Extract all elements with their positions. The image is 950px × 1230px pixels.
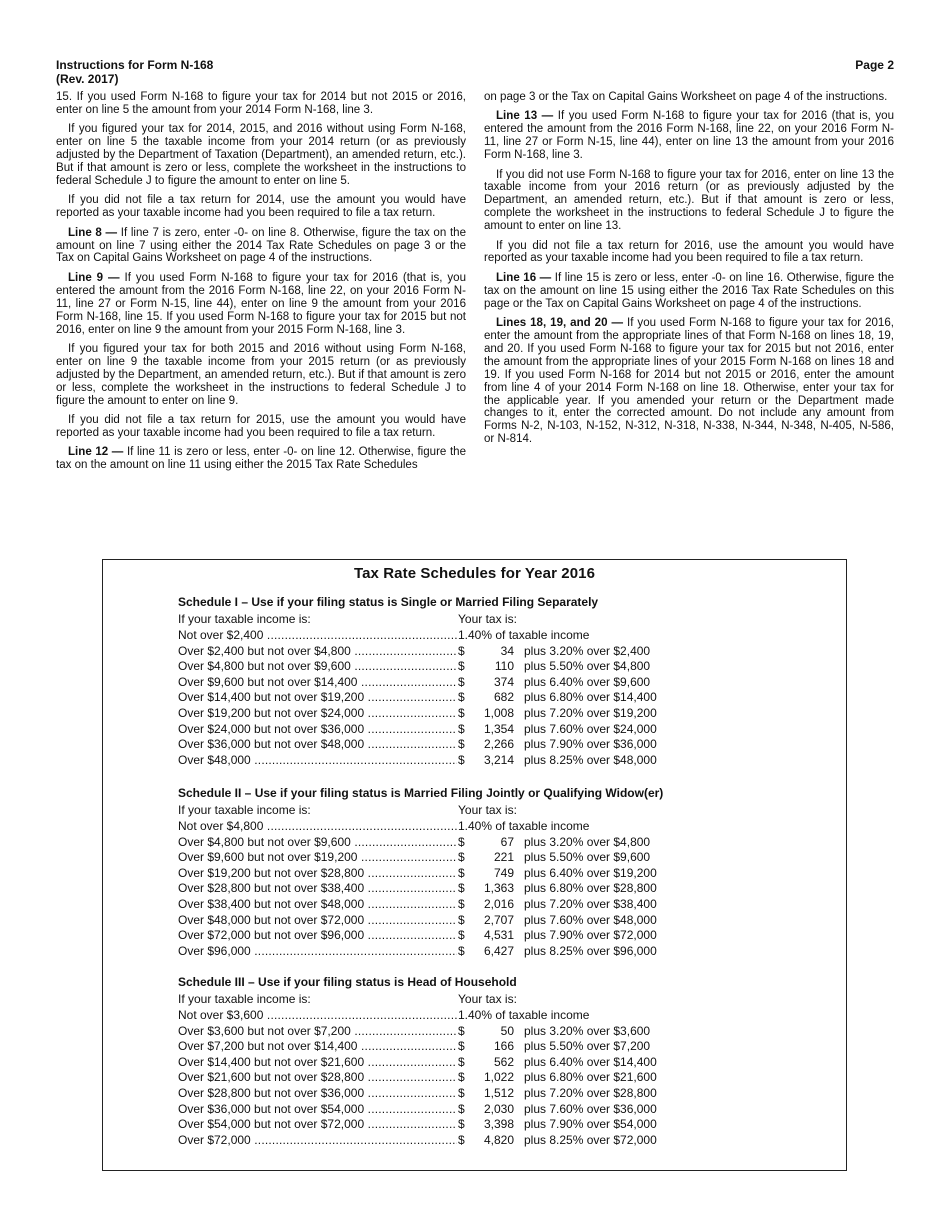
rate-row xyxy=(178,897,738,913)
tax-formula: 1.40% of taxable income xyxy=(458,628,590,642)
base-tax: 749 xyxy=(493,865,514,880)
paragraph-text: If you did not file a tax return for 2014, use the amount you would have reported as your taxable income had you been required to file a tax return. xyxy=(56,194,466,220)
line-heading: Lines 18, 19, and 20 — xyxy=(496,317,624,330)
instruction-paragraph xyxy=(56,272,466,337)
dollar-sign: $ xyxy=(458,912,465,927)
paragraph-text: If you did not file a tax return for 2015, use the amount you would have reported as your taxable income had you been required to file a tax return. xyxy=(56,413,466,439)
rate-row xyxy=(178,913,738,929)
income-range: Over $72,000 but not over $96,000 ..... xyxy=(178,928,457,944)
base-tax: 1,363 xyxy=(483,881,514,896)
tax-formula: plus 7.90% over $72,000 xyxy=(524,928,657,943)
dollar-sign: $ xyxy=(458,1101,465,1116)
rate-row xyxy=(178,706,738,722)
rate-row xyxy=(178,819,738,835)
box-title: Tax Rate Schedules for Year 2016 xyxy=(353,565,596,582)
rate-row xyxy=(178,835,738,851)
paragraph-text: If you used Form N-168 to figure your tax for 2016 (that is, you entered the amount from the 2016 Form N-168, line 22, on your 2016 Form N-11, line 27 or Form N-15, line 44), enter on line 9 the amount from your 2016 Form N-168, line 15. If you used Form N-168 to figure your tax for 2015 but not 2016, enter on line 9 the amount from your 2015 Form N-168, line 3. xyxy=(56,271,467,336)
income-range: Over $14,400 but not over $21,600 ..... xyxy=(178,1055,457,1071)
tax-formula: 1.40% of taxable income xyxy=(458,1008,590,1022)
base-tax: 1,008 xyxy=(483,705,514,720)
tax-formula: plus 3.20% over $4,800 xyxy=(524,834,651,849)
paragraph-text: on page 3 or the Tax on Capital Gains Worksheet on page 4 of the instructions. xyxy=(484,91,888,103)
income-range: Over $72,000 ..... xyxy=(178,1133,457,1149)
column-headers xyxy=(178,802,738,819)
income-range: Over $4,800 but not over $9,600 ..... xyxy=(178,659,457,675)
income-range: Over $9,600 but not over $14,400 ..... xyxy=(178,675,457,691)
dollar-sign: $ xyxy=(458,881,465,896)
base-tax: 1,512 xyxy=(483,1085,514,1100)
dollar-sign: $ xyxy=(458,943,465,958)
dollar-sign: $ xyxy=(458,834,465,849)
rate-row xyxy=(178,850,738,866)
base-tax: 3,214 xyxy=(483,752,514,767)
tax-formula: plus 5.50% over $4,800 xyxy=(524,659,651,674)
schedule-title: Schedule II – Use if your filing status is Married Filing Jointly or Qualifying Widow(er) xyxy=(178,786,664,800)
rate-row xyxy=(178,944,738,960)
paragraph-text: If you figured your tax for 2014, 2015, and 2016 without using Form N-168, enter on line 5 the taxable income from your 2014 return (or as previously adjusted by the Department of Taxation (Department), an amended return, etc.). But if that amount is zero or less, complete the worksheet in the instructions to federal Schedule J to figure the amount to enter on line 5. xyxy=(56,123,466,187)
income-range: Over $4,800 but not over $9,600 ..... xyxy=(178,835,457,851)
tax-formula: plus 3.20% over $3,600 xyxy=(524,1023,651,1038)
instruction-paragraph xyxy=(484,317,894,446)
paragraph-text: If you did not use Form N-168 to figure your tax for 2016, enter on line 13 the taxable income from your 2016 return (or as previously adjusted by the Department, an amended return, etc.). But if that amount is zero or less, complete the worksheet in the instructions to federal Schedule J to figure the amount to enter on line 13. xyxy=(484,168,894,233)
instruction-paragraph xyxy=(56,123,466,188)
tax-formula: plus 6.80% over $21,600 xyxy=(524,1070,657,1085)
rate-row xyxy=(178,737,738,753)
dollar-sign: $ xyxy=(458,1039,465,1054)
instruction-paragraph xyxy=(56,343,466,408)
instruction-paragraph xyxy=(484,240,894,266)
income-range: Not over $3,600 ..... xyxy=(178,1008,457,1024)
tax-formula: plus 7.90% over $36,000 xyxy=(524,737,657,752)
paragraph-text: If line 7 is zero, enter -0- on line 8. Otherwise, figure the tax on the amount on line 7 using either the 2014 Tax Rate Schedules on page 3 or the Tax on Capital Gains Worksheet on page 4 of the instructions. xyxy=(56,226,466,265)
instruction-paragraph xyxy=(56,446,466,472)
income-range: Over $54,000 but not over $72,000 ..... xyxy=(178,1117,457,1133)
tax-formula: plus 8.25% over $72,000 xyxy=(524,1132,657,1147)
base-tax: 2,266 xyxy=(483,737,514,752)
schedule-title: Schedule III – Use if your filing status is Head of Household xyxy=(178,975,517,989)
rate-row xyxy=(178,1086,738,1102)
tax-formula: plus 7.60% over $24,000 xyxy=(524,721,657,736)
dollar-sign: $ xyxy=(458,896,465,911)
tax-formula: plus 6.40% over $14,400 xyxy=(524,1054,657,1069)
tax-formula: plus 5.50% over $9,600 xyxy=(524,850,651,865)
income-range: Over $21,600 but not over $28,800 ..... xyxy=(178,1070,457,1086)
tax-formula: plus 6.80% over $14,400 xyxy=(524,690,657,705)
dollar-sign: $ xyxy=(458,1070,465,1085)
tax-formula: plus 5.50% over $7,200 xyxy=(524,1039,651,1054)
rate-row xyxy=(178,1039,738,1055)
rate-row xyxy=(178,644,738,660)
tax-formula: plus 7.60% over $48,000 xyxy=(524,912,657,927)
dollar-sign: $ xyxy=(458,1132,465,1147)
dollar-sign: $ xyxy=(458,1023,465,1038)
base-tax: 110 xyxy=(494,659,514,674)
dollar-sign: $ xyxy=(458,721,465,736)
instruction-paragraph xyxy=(56,91,466,117)
income-range: Not over $4,800 ..... xyxy=(178,819,457,835)
tax-formula: plus 6.40% over $9,600 xyxy=(524,674,651,689)
line-heading: Line 12 — xyxy=(68,446,124,459)
instruction-paragraph xyxy=(56,227,466,266)
income-range: Over $28,800 but not over $38,400 ..... xyxy=(178,881,457,897)
dollar-sign: $ xyxy=(458,865,465,880)
paragraph-text: If you used Form N-168 to figure your tax for 2016 (that is, you entered the amount from the 2016 Form N-168, line 22, on your 2016 Form N-11, line 27 or Form N-15, line 44), enter on line 13 the amount from your 2016 Form N-168, line 3. xyxy=(484,110,894,162)
tax-formula: plus 7.90% over $54,000 xyxy=(524,1117,657,1132)
rate-row xyxy=(178,866,738,882)
base-tax: 4,820 xyxy=(483,1132,514,1147)
paragraph-text: If line 15 is zero or less, enter -0- on line 16. Otherwise, figure the tax on the amount on line 15 using either the 2016 Tax Rate Schedules on this page or the Tax on Capital Gains Worksheet on page 4 of the instructions. xyxy=(484,271,894,310)
income-range: Over $36,000 but not over $54,000 ..... xyxy=(178,1102,457,1118)
rate-row xyxy=(178,628,738,644)
tax-rate-schedules-box xyxy=(102,559,847,1171)
tax-formula: plus 7.60% over $36,000 xyxy=(524,1101,657,1116)
income-column-header: If your taxable income is: xyxy=(178,612,311,626)
tax-column-header: Your tax is: xyxy=(458,612,517,626)
income-range: Not over $2,400 ..... xyxy=(178,628,457,644)
dollar-sign: $ xyxy=(458,690,465,705)
paragraph-text: If you figured your tax for both 2015 and 2016 without using Form N-168, enter on line 9 the taxable income from your 2015 return (or as previously adjusted by the Department, an amended return, etc.). But if that amount is zero or less, complete the worksheet in the instructions to federal Schedule J to figure the amount to enter on line 9. xyxy=(56,342,466,407)
right-column xyxy=(484,91,894,453)
rate-row xyxy=(178,1070,738,1086)
tax-formula: plus 6.40% over $19,200 xyxy=(524,865,657,880)
rate-row xyxy=(178,675,738,691)
dollar-sign: $ xyxy=(458,928,465,943)
income-range: Over $24,000 but not over $36,000 ..... xyxy=(178,722,457,738)
left-column xyxy=(56,91,466,479)
column-headers xyxy=(178,991,738,1008)
line-heading: Line 8 — xyxy=(68,226,118,239)
tax-column-header: Your tax is: xyxy=(458,992,517,1006)
income-range: Over $2,400 but not over $4,800 ..... xyxy=(178,644,457,660)
instruction-paragraph xyxy=(484,91,894,104)
dollar-sign: $ xyxy=(458,1085,465,1100)
line-heading: Line 16 — xyxy=(496,271,552,284)
rate-row xyxy=(178,1008,738,1024)
tax-formula: plus 3.20% over $2,400 xyxy=(524,643,651,658)
base-tax: 166 xyxy=(493,1039,514,1054)
line-heading: Line 9 — xyxy=(68,271,120,284)
tax-formula: plus 8.25% over $96,000 xyxy=(524,943,657,958)
base-tax: 2,016 xyxy=(483,896,514,911)
form-revision: (Rev. 2017) xyxy=(56,72,119,86)
tax-formula: plus 7.20% over $38,400 xyxy=(524,896,657,911)
paragraph-text: If line 11 is zero or less, enter -0- on line 12. Otherwise, figure the tax on the amount on line 11 using either the 2015 Tax Rate Schedules xyxy=(56,446,467,472)
income-range: Over $9,600 but not over $19,200 ..... xyxy=(178,850,457,866)
dollar-sign: $ xyxy=(458,705,465,720)
income-range: Over $48,000 ..... xyxy=(178,753,457,769)
base-tax: 2,707 xyxy=(483,912,514,927)
base-tax: 34 xyxy=(500,643,514,658)
paragraph-text: If you did not file a tax return for 2016, use the amount you would have reported as your taxable income had you been required to file a tax return. xyxy=(484,239,894,265)
income-range: Over $7,200 but not over $14,400 ..... xyxy=(178,1039,457,1055)
rate-row xyxy=(178,1117,738,1133)
income-column-header: If your taxable income is: xyxy=(178,803,311,817)
form-header xyxy=(56,58,213,86)
tax-formula: plus 8.25% over $48,000 xyxy=(524,752,657,767)
base-tax: 3,398 xyxy=(483,1117,514,1132)
instruction-paragraph xyxy=(484,110,894,162)
income-column-header: If your taxable income is: xyxy=(178,992,311,1006)
base-tax: 2,030 xyxy=(483,1101,514,1116)
base-tax: 6,427 xyxy=(483,943,514,958)
instruction-paragraph xyxy=(56,414,466,440)
base-tax: 374 xyxy=(493,674,514,689)
income-range: Over $3,600 but not over $7,200 ..... xyxy=(178,1024,457,1040)
income-range: Over $14,400 but not over $19,200 ..... xyxy=(178,690,457,706)
tax-formula: plus 7.20% over $19,200 xyxy=(524,705,657,720)
base-tax: 4,531 xyxy=(483,928,514,943)
base-tax: 67 xyxy=(500,834,514,849)
schedule-3 xyxy=(178,974,738,1148)
page-number: Page 2 xyxy=(855,58,894,72)
dollar-sign: $ xyxy=(458,752,465,767)
rate-row xyxy=(178,928,738,944)
rate-row xyxy=(178,1024,738,1040)
base-tax: 221 xyxy=(493,850,514,865)
income-range: Over $36,000 but not over $48,000 ..... xyxy=(178,737,457,753)
instruction-paragraph xyxy=(484,272,894,311)
schedule-1 xyxy=(178,594,738,768)
dollar-sign: $ xyxy=(458,1117,465,1132)
dollar-sign: $ xyxy=(458,659,465,674)
income-range: Over $38,400 but not over $48,000 ..... xyxy=(178,897,457,913)
base-tax: 1,022 xyxy=(483,1070,514,1085)
tax-column-header: Your tax is: xyxy=(458,803,517,817)
schedule-2 xyxy=(178,785,738,959)
base-tax: 562 xyxy=(493,1054,514,1069)
dollar-sign: $ xyxy=(458,643,465,658)
rate-row xyxy=(178,690,738,706)
column-headers xyxy=(178,611,738,628)
base-tax: 682 xyxy=(493,690,514,705)
tax-formula: plus 6.80% over $28,800 xyxy=(524,881,657,896)
line-heading: Line 13 — xyxy=(496,110,554,123)
instruction-paragraph xyxy=(56,194,466,220)
income-range: Over $96,000 ..... xyxy=(178,944,457,960)
base-tax: 50 xyxy=(500,1023,514,1038)
dollar-sign: $ xyxy=(458,1054,465,1069)
paragraph-text: 15. If you used Form N-168 to figure your tax for 2014 but not 2015 or 2016, enter on line 5 the amount from your 2014 Form N-168, line 3. xyxy=(56,91,466,116)
rate-row xyxy=(178,753,738,769)
rate-row xyxy=(178,659,738,675)
income-range: Over $48,000 but not over $72,000 ..... xyxy=(178,913,457,929)
form-title: Instructions for Form N-168 xyxy=(56,58,214,72)
instruction-paragraph xyxy=(484,169,894,234)
tax-formula: plus 7.20% over $28,800 xyxy=(524,1085,657,1100)
income-range: Over $28,800 but not over $36,000 ..... xyxy=(178,1086,457,1102)
income-range: Over $19,200 but not over $28,800 ..... xyxy=(178,866,457,882)
rate-row xyxy=(178,1102,738,1118)
income-range: Over $19,200 but not over $24,000 ..... xyxy=(178,706,457,722)
paragraph-text: If you used Form N-168 to figure your tax for 2016, enter the amount from the appropriate lines of that Form N-168 on lines 18, 19, and 20. If you used Form N-168 to figure your tax for 2015 but not 2016, enter the amount from the appropriate lines of your 2015 Form N-168 on lines 18 and 19. If you used Form N-168 for 2014 but not 2015 or 2016, enter the amount from line 4 of your 2014 Form N-168 on line 18. Otherwise, enter your tax for the applicable year. If you amended your return or the Department made changes to it, enter the corrected amount. Do not include any amount from Forms N-2, N-103, N-152, N-312, N-318, N-338, N-344, N-348, N-405, N-586, or N-814. xyxy=(484,317,894,446)
rate-row xyxy=(178,1133,738,1149)
rate-row xyxy=(178,1055,738,1071)
rate-row xyxy=(178,722,738,738)
schedule-title: Schedule I – Use if your filing status is Single or Married Filing Separately xyxy=(178,595,599,609)
rate-row xyxy=(178,881,738,897)
base-tax: 1,354 xyxy=(483,721,514,736)
tax-formula: 1.40% of taxable income xyxy=(458,819,590,833)
dollar-sign: $ xyxy=(458,850,465,865)
dollar-sign: $ xyxy=(458,737,465,752)
dollar-sign: $ xyxy=(458,674,465,689)
